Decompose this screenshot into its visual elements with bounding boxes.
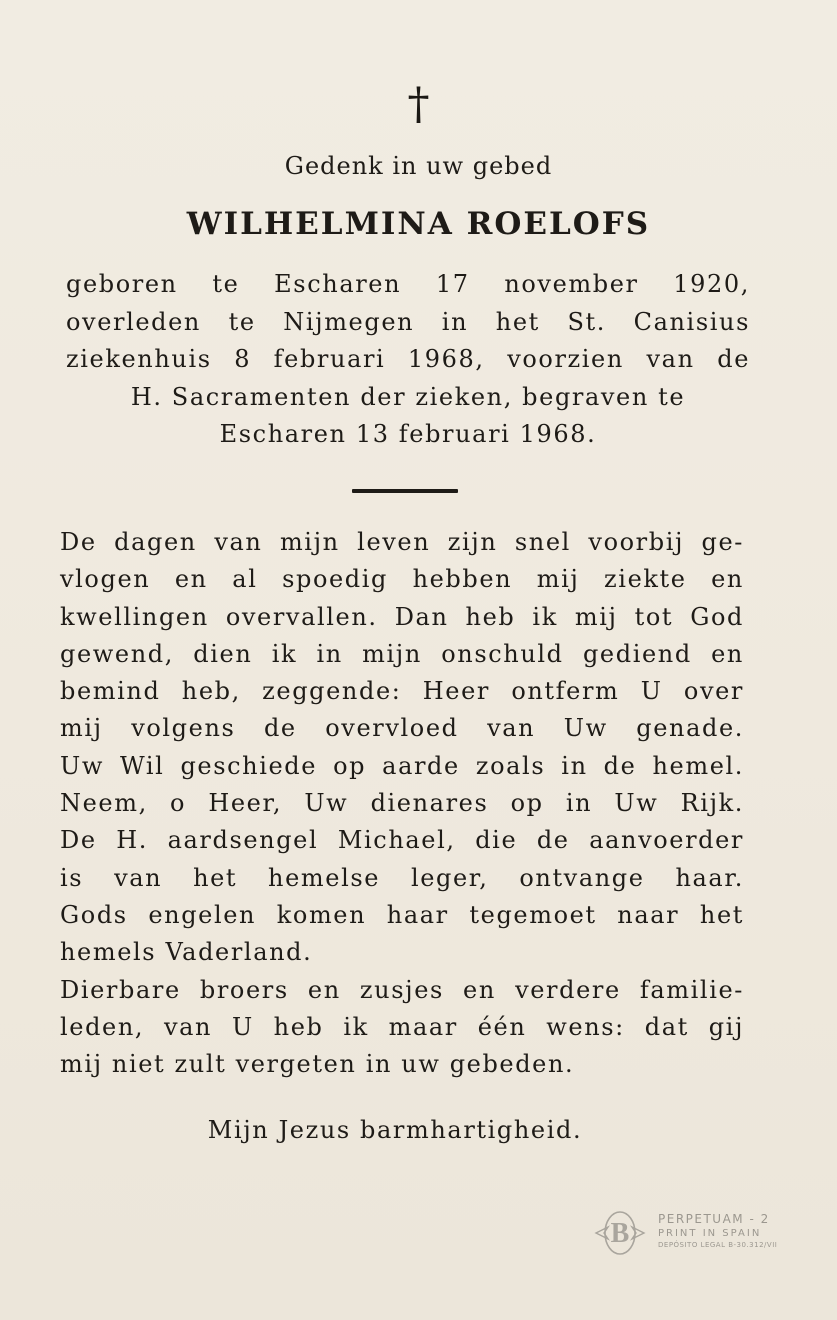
closing-line: Mijn Jezus barmhartigheid. — [207, 1116, 583, 1144]
printer-text — [658, 1211, 788, 1250]
prayer-line: Dierbare broers en zusjes en verdere familie- — [60, 975, 744, 1004]
prayer-line: mij niet zult vergeten in uw gebeden. — [60, 1050, 575, 1079]
printer-line1: PERPETUAM - 2 — [658, 1212, 770, 1226]
prayer-line: Uw Wil geschiede op aarde zoals in de hemel. — [60, 751, 744, 780]
prayer-line: is van het hemelse leger, ontvange haar. — [60, 863, 744, 892]
prayer-line: Neem, o Heer, Uw dienares op in Uw Rijk. — [60, 789, 744, 818]
bio-line: ziekenhuis 8 februari 1968, voorzien van de — [66, 345, 750, 373]
prayer-line: vlogen en al spoedig hebben mij ziekte en — [60, 565, 744, 594]
deceased-name: WILHELMINA ROELOFS — [186, 206, 651, 242]
prayer-block — [60, 524, 744, 1083]
prayer-line: kwellingen overvallen. Dan heb ik mij tot God — [60, 602, 744, 631]
cross-icon: † — [407, 79, 430, 130]
biography-block — [66, 266, 750, 454]
prayer-line: leden, van U heb ik maar één wens: dat gij — [60, 1012, 744, 1041]
prayer-line: De dagen van mijn leven zijn snel voorbij ge- — [60, 528, 744, 556]
prayer-line: hemels Vaderland. — [60, 938, 313, 967]
printer-line3: DEPÓSITO LEGAL B-30.312/VII — [658, 1241, 778, 1249]
prayer-line: Gods engelen komen haar tegemoet naar het — [60, 900, 744, 929]
bio-line: geboren te Escharen 17 november 1920, — [66, 270, 750, 298]
intro-line: Gedenk in uw gebed — [284, 152, 553, 180]
printer-mark — [590, 1207, 790, 1263]
prayer-line: gewend, dien ik in mijn onschuld gediend en — [60, 639, 744, 668]
prayer-line: bemind heb, zeggende: Heer ontferm U over — [60, 677, 744, 706]
printer-logo-icon — [590, 1207, 650, 1259]
bio-line: overleden te Nijmegen in het St. Canisius — [66, 307, 750, 336]
printer-logo-letter: B — [610, 1218, 630, 1249]
printer-line2: PRINT IN SPAIN — [658, 1228, 762, 1239]
bio-line: H. Sacramenten der zieken, begraven te — [130, 382, 686, 411]
prayer-line: mij volgens de overvloed van Uw genade. — [60, 714, 744, 743]
prayer-line: De H. aardsengel Michael, die de aanvoerder — [60, 826, 744, 855]
bio-line: Escharen 13 februari 1968. — [219, 420, 597, 448]
divider-rule — [352, 489, 458, 493]
